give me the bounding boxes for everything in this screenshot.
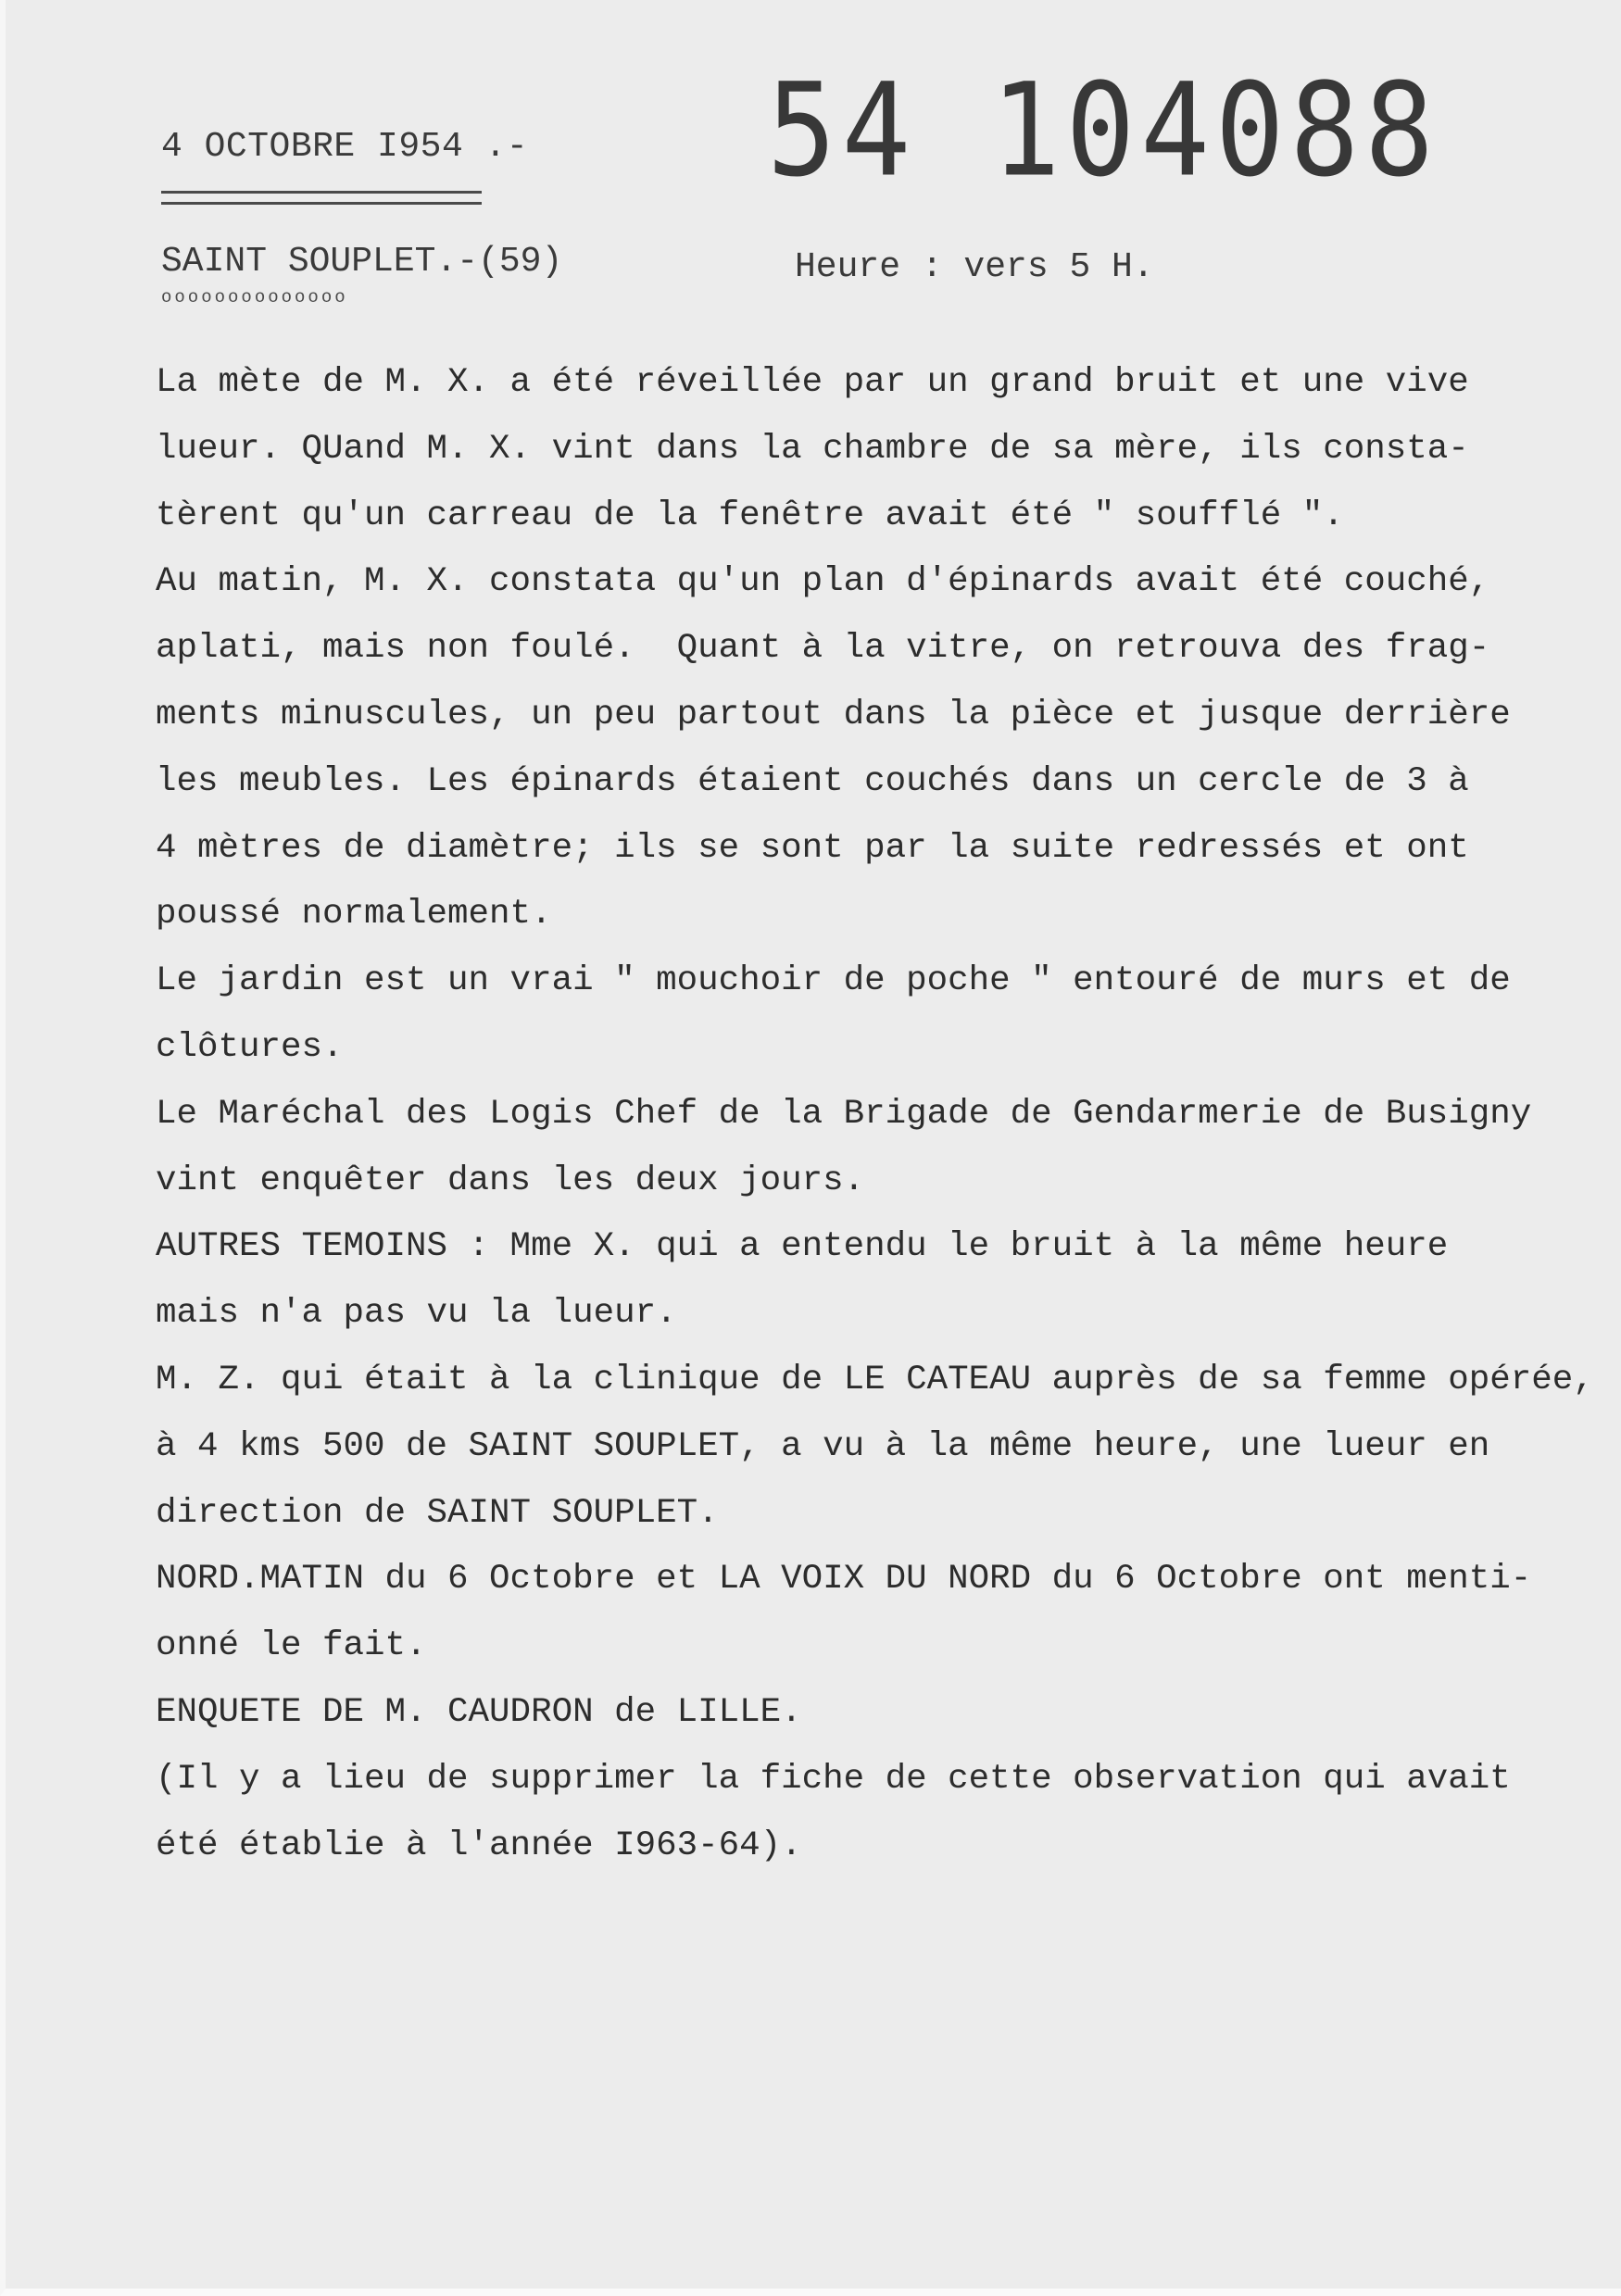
- report-line: onné le fait.: [156, 1626, 427, 1666]
- report-line: à 4 kms 500 de SAINT SOUPLET, a vu à la même heure, une lueur en: [156, 1426, 1490, 1466]
- report-line: 4 mètres de diamètre; ils se sont par la suite redressés et ont: [156, 828, 1469, 868]
- report-line: ments minuscules, un peu partout dans la pièce et jusque derrière: [156, 695, 1511, 734]
- report-line: ENQUETE DE M. CAUDRON de LILLE.: [156, 1692, 802, 1732]
- report-line: été établie à l'année I963-64).: [156, 1826, 802, 1865]
- report-line: NORD.MATIN du 6 Octobre et LA VOIX DU NORD du 6 Octobre ont menti-: [156, 1560, 1532, 1600]
- report-line: Le Maréchal des Logis Chef de la Brigade de Gendarmerie de Busigny: [156, 1094, 1532, 1134]
- report-body: [156, 350, 1601, 1879]
- report-line: poussé normalement.: [156, 895, 552, 935]
- report-line: La mète de M. X. a été réveillée par un grand bruit et une vive: [156, 363, 1469, 402]
- report-line: aplati, mais non foulé. Quant à la vitre, on retrouva des frag-: [156, 629, 1490, 669]
- report-line: mais n'a pas vu la lueur.: [156, 1294, 677, 1334]
- observation-time: Heure : vers 5 H.: [795, 247, 1154, 287]
- report-line: direction de SAINT SOUPLET.: [156, 1493, 719, 1533]
- report-line: vint enquêter dans les deux jours.: [156, 1161, 865, 1200]
- report-line: Le jardin est un vrai " mouchoir de poche " entouré de murs et de: [156, 961, 1511, 1001]
- report-line: (Il y a lieu de supprimer la fiche de cette observation qui avait: [156, 1759, 1511, 1799]
- report-line: les meubles. Les épinards étaient couchés dans un cercle de 3 à: [156, 761, 1469, 801]
- report-line: Au matin, M. X. constata qu'un plan d'épinards avait été couché,: [156, 562, 1490, 602]
- date-double-underline: [161, 191, 482, 205]
- reference-number-stamp: 54 104088: [767, 56, 1439, 207]
- report-line: tèrent qu'un carreau de la fenêtre avait été " soufflé ".: [156, 496, 1344, 535]
- report-date: 4 OCTOBRE I954 .-: [161, 127, 529, 167]
- report-line: lueur. QUand M. X. vint dans la chambre de sa mère, ils consta-: [156, 429, 1469, 469]
- location-heading: SAINT SOUPLET.-(59): [161, 242, 563, 282]
- report-line: M. Z. qui était à la clinique de LE CATEAU auprès de sa femme opérée,: [156, 1360, 1594, 1399]
- report-line: clôtures.: [156, 1027, 344, 1067]
- report-line: AUTRES TEMOINS : Mme X. qui a entendu le bruit à la même heure: [156, 1227, 1449, 1267]
- location-underline-ornament: oooooooooooooo: [161, 287, 348, 307]
